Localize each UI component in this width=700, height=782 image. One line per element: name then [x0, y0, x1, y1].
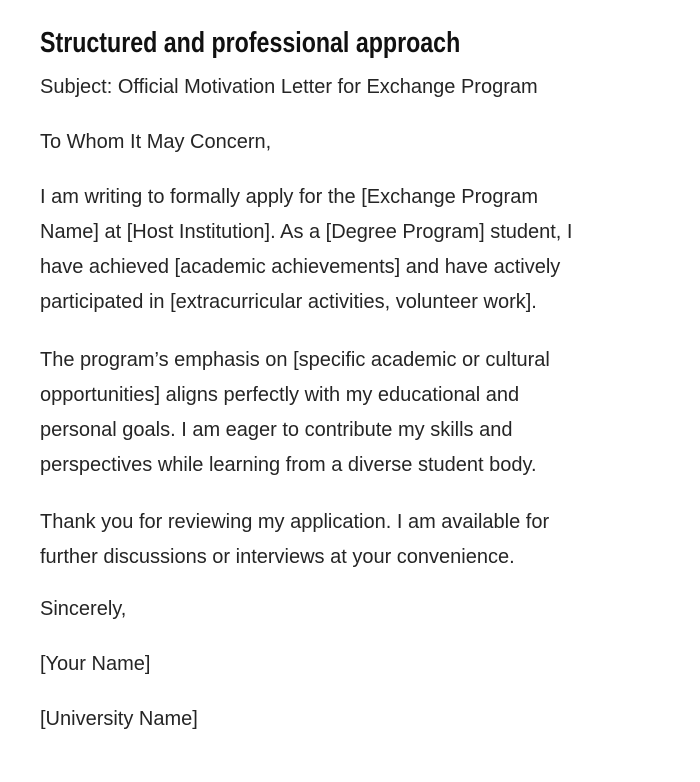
- signature-name: [Your Name]: [40, 653, 151, 675]
- paragraph-line: perspectives while learning from a diverse student body.: [40, 454, 537, 476]
- paragraph-line: The program’s emphasis on [specific academic or cultural: [40, 349, 550, 371]
- paragraph-line: Thank you for reviewing my application. I am available for: [40, 511, 550, 533]
- salutation-line: To Whom It May Concern,: [40, 131, 272, 153]
- page-title: Structured and professional approach: [40, 27, 461, 59]
- subject-line: Subject: Official Motivation Letter for Exchange Program: [40, 76, 538, 98]
- letter-paragraph-2: [40, 343, 660, 483]
- letter-paragraph-1: [40, 180, 660, 320]
- paragraph-line: further discussions or interviews at your convenience.: [40, 546, 515, 568]
- paragraph-line: opportunities] aligns perfectly with my educational and: [40, 384, 520, 406]
- paragraph-line: I am writing to formally apply for the [Exchange Program: [40, 186, 538, 208]
- paragraph-line: personal goals. I am eager to contribute my skills and: [40, 419, 513, 441]
- paragraph-line: participated in [extracurricular activities, volunteer work].: [40, 291, 537, 313]
- letter-paragraph-3: [40, 505, 660, 575]
- paragraph-line: have achieved [academic achievements] and have actively: [40, 256, 561, 278]
- paragraph-line: Name] at [Host Institution]. As a [Degree Program] student, I: [40, 221, 573, 243]
- signature-university: [University Name]: [40, 708, 198, 730]
- closing-line: Sincerely,: [40, 598, 127, 620]
